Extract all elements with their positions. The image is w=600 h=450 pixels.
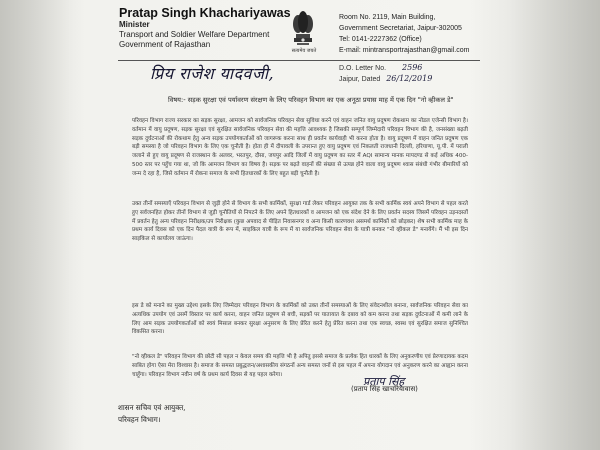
subject-line: विषय:- सड़क सुरक्षा एवं पर्यावरण संरक्षण के लिए परिवहन विभाग का एक अनूठा प्रयास माह में एक दिन "नो व्हीकल डे" [168, 96, 454, 104]
addressee-block [118, 402, 185, 426]
body-paragraph: उक्त तीनों समस्याएँ परिवहन विभाग से जुड़ी होने से विभाग के सभी कार्मिकों, सुरक्षा गार्ड लेकर परिवहन आयुक्त तक के सभी कार्मिक स्वयं अपने विभाग से पहल करते हुए सर्वजनहित होकर तीनों विभाग से जुड़ी चुनौतियों से निपटने के लिए अपने हितधारकों व आमजन को एक संदेश देने के लिए प्रवर्तन सदस्य जिसमें परिवहन उड़नदस्तों में प्रवर्तन हेतु अन्य परिवहन निरीक्षक/उप निरीक्षक (कुछ अपवाद से पीड़ित निवासनगर व अन्य किसी कारणवश असमर्थ कार्मिकों को छोड़कर) शेष सभी कार्मिक माह के प्रथम कार्य दिवस को एक दिन पैदल यात्री के रूप में, साइकिल यात्री के रूप में या सार्वजनिक परिवहन सेवा के यात्री बनकर "नो व्हीकल डे" मनायेंगे। मैं भी इस दिन साइकिल से कार्यालय जाऊंगा। [132, 201, 468, 243]
handwritten-signature: प्रताप सिंह [363, 375, 405, 388]
addressee-line: परिवहन विभाग। [118, 415, 161, 424]
office-phone: Tel: 0141-2227362 (Office) [339, 36, 422, 43]
address-room: Room No. 2119, Main Building, [339, 14, 436, 21]
minister-name: Pratap Singh Khachariyawas [119, 6, 291, 20]
body-paragraph: "नो व्हीकल डे" परिवहन विभाग की छोटी सी पहल न केवल समय की महत्ति भी है अपितु इससे समाज के प्रत्येक हित धारकों के लिए अनुकरणीय एवं प्रेरणादायक कदम साबित होगा ऐसा मेरा विश्वास है। समाज के समस्त प्रबुद्धजन/अशासकीय संगठनों अन्य समस्त जनों से इस पहल में अपना योगदान एवं अनुकरण करने का आह्वान करना चाहूँगा। परिवहन विभाग नवीन वर्ष के प्रथम कार्य दिवस से यह पहल करेगा। [132, 354, 468, 378]
letter-no-value: 2596 [402, 63, 423, 72]
letterhead-right [339, 12, 479, 56]
letter-no-label: D.O. Letter No. [339, 65, 387, 72]
office-email: E-mail: mintransportrajasthan@gmail.com [339, 47, 470, 54]
letterhead-left [119, 6, 289, 50]
header-rule [118, 60, 480, 61]
reference-block [339, 63, 479, 85]
addressee-line: शासन सचिव एवं आयुक्त, [118, 403, 186, 412]
date-value: 26/12/2019 [386, 74, 433, 83]
emblem-caption: सत्यमेव जयते [291, 48, 317, 54]
body-paragraph: इस डे को मनाने का मुख्य उद्देश्य इसके लिए जिम्मेदार परिवहन विभाग के कार्मिकों को उक्त तीनों समस्याओं के लिए संवेदनशील बनाना, सार्वजनिक परिवहन सेवा का अत्यधिक उपयोग एवं उसमें विस्तार पर कार्य करना, वाहन जनित प्रदूषण से बची, सड़कों पर यातायात के दबाव को कम करना तथा सड़क दुर्घटनाओं में कमी लाने के लिए आम सड़क उपयोगकर्ताओं को स्वयं मिसाल बनकर सुरक्षा अनुसरण के लिए प्रेरित करने हेतु प्रेरित करना तथा एक स्वच्छ, स्वस्थ एवं सुरक्षित समाज सुनिश्चित विकसित करना। [132, 303, 468, 336]
page-shadow-left [0, 0, 85, 450]
signatory-name: (प्रताप सिंह खाचरियावास) [351, 385, 418, 393]
address-secretariat: Government Secretariat, Jaipur-302005 [339, 25, 462, 32]
page-shadow-right [470, 0, 600, 450]
body-paragraph: परिवहन विभाग राज्य सरकार का सड़क सुरक्षा, आमजन को सार्वजनिक परिवहन सेवा सुविधा करने एवं वाहन जनित वायु प्रदूषण रोकथाम का नोडल एजेन्सी विभाग है। वर्तमान में वायु प्रदूषण, सड़क सुरक्षा एवं सुरक्षित सार्वजनिक परिवहन सेवा की महत्ति आवश्यक है जिसकी सम्पूर्ण जिम्मेदारी परिवहन विभाग की है, जनसंख्या बढ़ती सड़क दुर्घटनाओं की रोकथाम हेतु अन्य सड़क उपयोगकर्ताओं को जागरूक करना साथ ही प्रवर्तन कार्यवाही भी करना होता है। वायु प्रदूषण में वाहन जनित प्रदूषण एक बड़ी समस्या है जो परिवहन विभाग के लिए एक चुनौती है। होता ही में दीपावली के उपरान्त हुए वायु प्रदूषण एवं निकलती राजधानी दिल्ली, हरियाणा, यू.पी. में पराली जलाने से हुए वायु प्रदूषण से राजस्थान के अलवर, भरतपुर, दौसा, जयपुर आदि जिलों में वायु प्रदूषण का स्तर में AQI सामान्य मानक मापदण्ड से कई अधिक 400-500 स्तर पर पहुँच गया था, जो कि आमजन विभाग का विषय है। सड़क पर बढ़ते वाहनों की संख्या से उत्पन्न होने वाला वायु प्रदूषण श्वास संबंधी गंभीर बीमारियों को जन्म दे रहा है, जिसे वर्तमान में रोकना समाज के सभी हितधारकों के लिए बहुत बड़ी चुनौती है। [132, 118, 468, 177]
date-label: Jaipur, Dated [339, 76, 381, 83]
minister-designation: Minister [119, 20, 150, 29]
salutation: प्रिय राजेश यादवजी, [150, 64, 275, 83]
national-emblem-icon [288, 8, 318, 50]
government-name: Government of Rajasthan [119, 40, 211, 49]
department-name: Transport and Soldier Welfare Department [119, 30, 270, 39]
